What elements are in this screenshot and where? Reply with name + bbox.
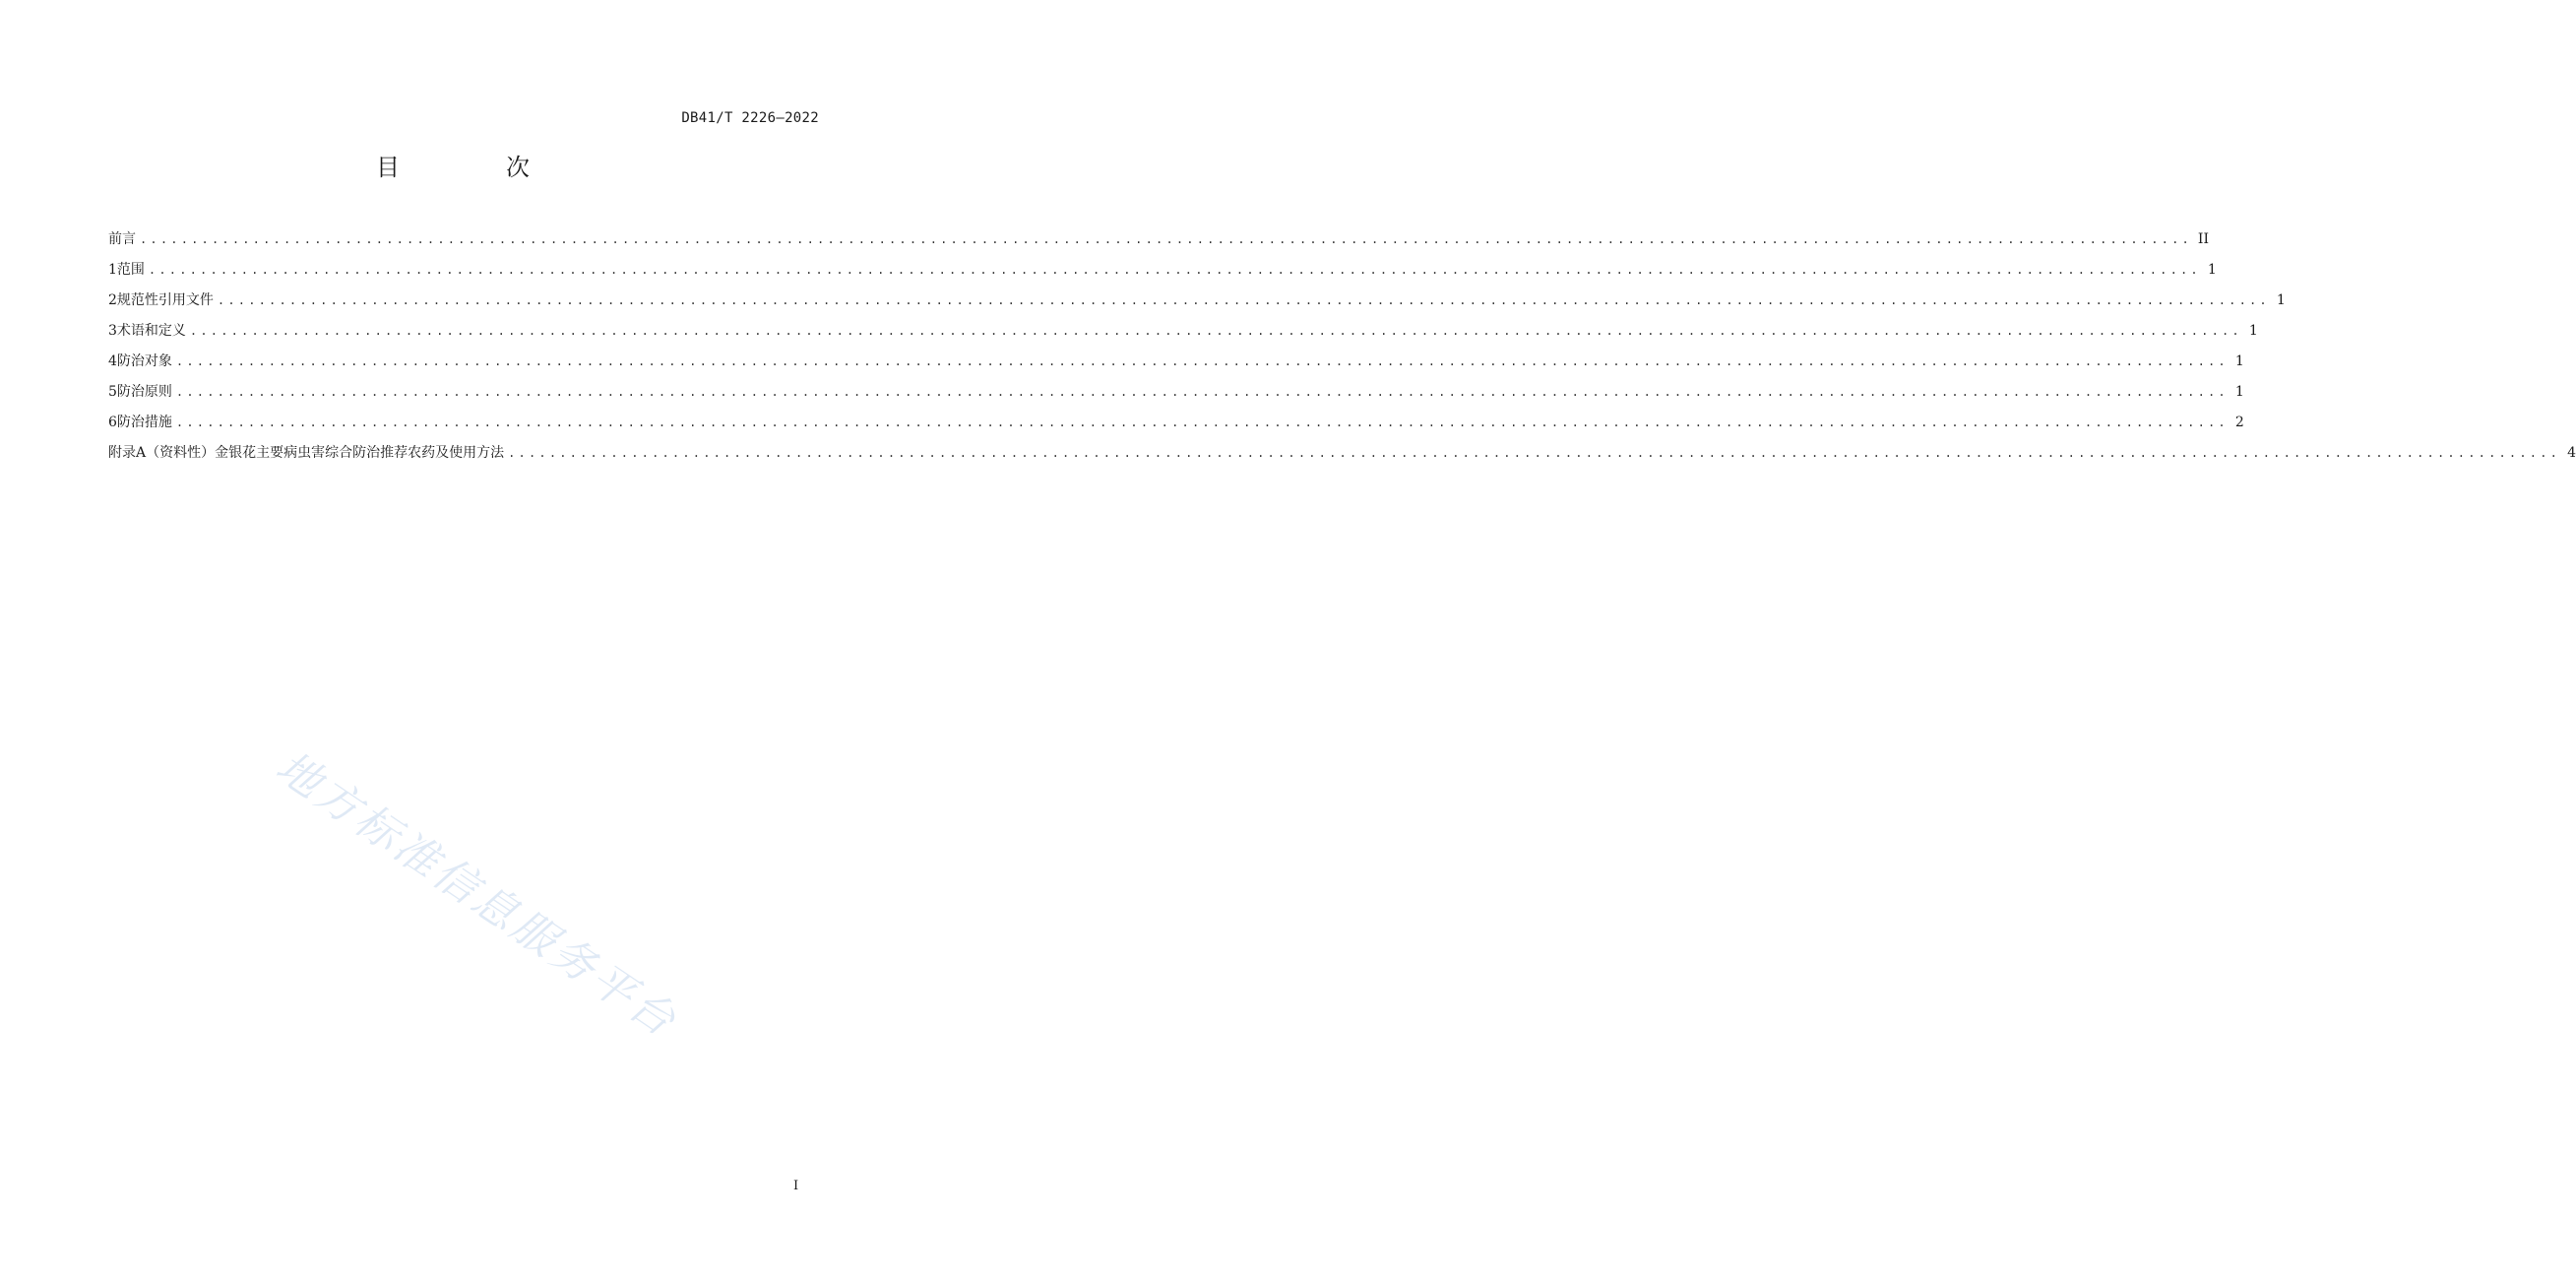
toc-leader-dots: ........................................................................................................................................................................................................ — [508, 446, 2561, 460]
standard-code: DB41/T 2226—2022 — [681, 110, 819, 126]
toc-number: 1 — [108, 262, 117, 278]
watermark-text: 地方标准信息服务平台 — [267, 741, 687, 1049]
toc-number: 2 — [108, 292, 117, 308]
toc-label: 范围 — [116, 262, 145, 278]
toc-label: 规范性引用文件 — [116, 292, 214, 308]
toc-entry-appendix-a[interactable] — [108, 443, 2576, 474]
toc-label: 术语和定义 — [116, 323, 186, 339]
toc-label: 防治对象 — [116, 353, 172, 369]
toc-page: 2 — [2234, 415, 2244, 430]
toc-entry-normative-references[interactable] — [108, 290, 2286, 321]
toc-leader-dots: ........................................................................................................................................................................................................ — [140, 232, 2192, 246]
toc-appendix-label: 附录A（资料性） — [108, 445, 216, 461]
toc-number: 6 — [108, 415, 117, 430]
toc-leader-dots: ........................................................................................................................................................................................................ — [175, 354, 2229, 368]
toc-leader-dots: ........................................................................................................................................................................................................ — [148, 263, 2201, 277]
toc-label: 防治措施 — [116, 415, 172, 430]
toc-label: 前言 — [108, 231, 136, 247]
toc-entry-terms-definitions[interactable] — [108, 321, 2258, 352]
toc-page: 1 — [2248, 323, 2258, 339]
page-title: 目 次 — [376, 154, 571, 181]
toc-page: 1 — [2234, 384, 2244, 400]
toc-page: 1 — [2276, 292, 2286, 308]
toc-entry-scope[interactable] — [108, 260, 2217, 290]
toc-leader-dots: ........................................................................................................................................................................................................ — [175, 385, 2229, 399]
toc-entry-control-measures[interactable] — [108, 413, 2244, 443]
page-number: I — [793, 1179, 799, 1193]
toc-page: 4 — [2567, 445, 2576, 461]
toc-entry-foreword[interactable] — [108, 229, 2209, 260]
toc-number: 5 — [108, 384, 117, 400]
toc-page: 1 — [2207, 262, 2217, 278]
toc-number: 4 — [108, 353, 117, 369]
table-of-contents — [108, 229, 2576, 474]
toc-page: 1 — [2234, 353, 2244, 369]
toc-page: II — [2197, 231, 2209, 247]
toc-leader-dots: ........................................................................................................................................................................................................ — [189, 324, 2242, 338]
toc-entry-control-principles[interactable] — [108, 382, 2244, 413]
toc-appendix-title: 金银花主要病虫害综合防治推荐农药及使用方法 — [215, 445, 505, 461]
toc-leader-dots: ........................................................................................................................................................................................................ — [217, 293, 2270, 307]
toc-label: 防治原则 — [116, 384, 172, 400]
toc-entry-control-targets[interactable] — [108, 352, 2244, 382]
toc-number: 3 — [108, 323, 117, 339]
toc-leader-dots: ........................................................................................................................................................................................................ — [175, 416, 2229, 429]
